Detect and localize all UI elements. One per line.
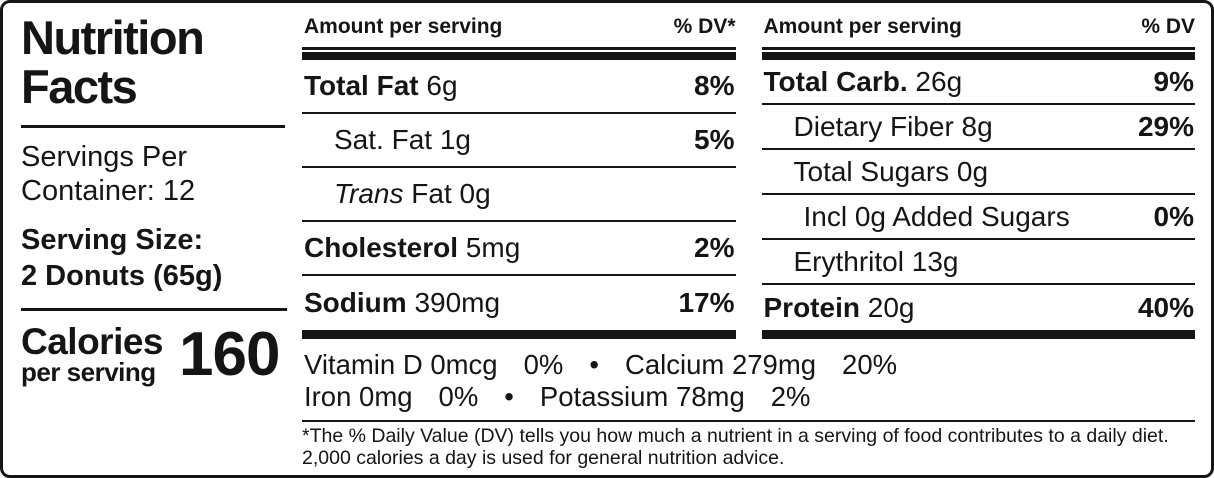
- nutrient-name: Sat. Fat 1g: [334, 124, 471, 155]
- carb-column: [762, 11, 1196, 339]
- footnote-line-2: 2,000 calories a day is used for general nutrition advice.: [302, 446, 785, 469]
- nutrient-row-total-sugars: [762, 150, 1196, 195]
- serving-size: [21, 222, 289, 294]
- nutrient-row-added-sugars: [762, 195, 1196, 240]
- nutrition-facts-title: [21, 13, 289, 111]
- calcium-dv: 20%: [842, 349, 898, 380]
- nutrient-name: Sodium 390mg: [304, 287, 501, 318]
- nutrient-row-total-carb: [762, 60, 1196, 105]
- nutrient-name: Incl 0g Added Sugars: [803, 200, 1070, 232]
- calories-section: [21, 320, 289, 389]
- fat-column-header: [302, 11, 736, 50]
- nutrient-name: Trans Fat 0g: [334, 178, 491, 209]
- calories-value: 160: [179, 320, 280, 389]
- servings-per-container: [21, 140, 289, 208]
- footnote-line-1: *The % Daily Value (DV) tells you how much a nutrient in a serving of food contributes to a daily diet.: [302, 425, 1169, 447]
- nutrient-dv: 5%: [694, 124, 735, 155]
- label-main-area: [302, 11, 1195, 469]
- nutrient-name: Total Fat 6g: [304, 70, 458, 101]
- nutrient-name: Protein 20g: [763, 291, 915, 323]
- nutrient-dv: 17%: [678, 287, 735, 318]
- serving-size-label: Serving Size:: [21, 224, 204, 256]
- thick-divider: [762, 52, 1196, 60]
- nutrient-row-trans-fat: [302, 168, 736, 222]
- nutrient-name: Total Sugars 0g: [793, 155, 989, 187]
- percent-dv-heading: % DV: [1141, 15, 1195, 38]
- divider: [302, 420, 1195, 422]
- nutrient-row-cholesterol: [302, 222, 736, 276]
- vitamin-d-value: Vitamin D 0mcg: [304, 349, 498, 380]
- nutrient-dv: 8%: [694, 70, 735, 101]
- fat-column: [302, 11, 736, 339]
- amount-per-serving-heading: Amount per serving: [763, 15, 962, 38]
- iron-value: Iron 0mg: [304, 381, 413, 412]
- serving-size-value: 2 Donuts (65g): [21, 260, 223, 292]
- bullet-separator: •: [589, 349, 599, 380]
- calories-sublabel: per serving: [21, 357, 156, 387]
- amount-per-serving-heading: Amount per serving: [304, 15, 503, 38]
- potassium-value: Potassium 78mg: [539, 381, 745, 412]
- percent-dv-heading: % DV*: [673, 15, 736, 38]
- nutrient-dv: 40%: [1137, 291, 1194, 323]
- nutrient-row-protein: [762, 285, 1196, 330]
- thick-divider: [762, 330, 1196, 339]
- thick-divider: [302, 330, 736, 339]
- calcium-value: Calcium 279mg: [624, 349, 817, 380]
- carb-column-header: [762, 11, 1196, 50]
- vitamin-d-dv: 0%: [523, 349, 564, 380]
- micronutrient-line-1: [304, 349, 1195, 381]
- nutrient-dv: 2%: [694, 232, 735, 263]
- nutrient-name: Total Carb. 26g: [763, 65, 963, 97]
- nutrient-dv: 0%: [1153, 200, 1194, 232]
- nutrient-row-dietary-fiber: [762, 105, 1196, 150]
- nutrient-dv: 29%: [1137, 110, 1194, 142]
- nutrient-row-sat-fat: [302, 114, 736, 168]
- servings-line-2: Container: 12: [21, 175, 196, 207]
- nutrient-name: Dietary Fiber 8g: [793, 110, 993, 142]
- nutrient-row-erythritol: [762, 240, 1196, 285]
- nutrient-row-total-fat: [302, 60, 736, 114]
- micronutrient-line-2: [304, 381, 1195, 413]
- nutrient-name: Cholesterol 5mg: [304, 232, 521, 263]
- potassium-dv: 2%: [770, 381, 811, 412]
- label-left-panel: [21, 11, 289, 469]
- divider: [21, 308, 287, 311]
- dv-footnote: [302, 426, 1195, 469]
- nutrient-row-sodium: [302, 276, 736, 330]
- iron-dv: 0%: [438, 381, 479, 412]
- servings-line-1: Servings Per: [21, 141, 188, 173]
- title-line-2: Facts: [21, 60, 137, 113]
- calories-label: Calories: [21, 321, 164, 362]
- calories-label-block: [21, 321, 164, 387]
- divider: [21, 125, 285, 128]
- thick-divider: [302, 52, 736, 60]
- title-line-1: Nutrition: [21, 11, 204, 64]
- bullet-separator: •: [504, 381, 514, 412]
- micronutrients-section: [302, 349, 1195, 413]
- nutrient-dv: 9%: [1153, 65, 1194, 97]
- nutrient-name: Erythritol 13g: [793, 245, 959, 277]
